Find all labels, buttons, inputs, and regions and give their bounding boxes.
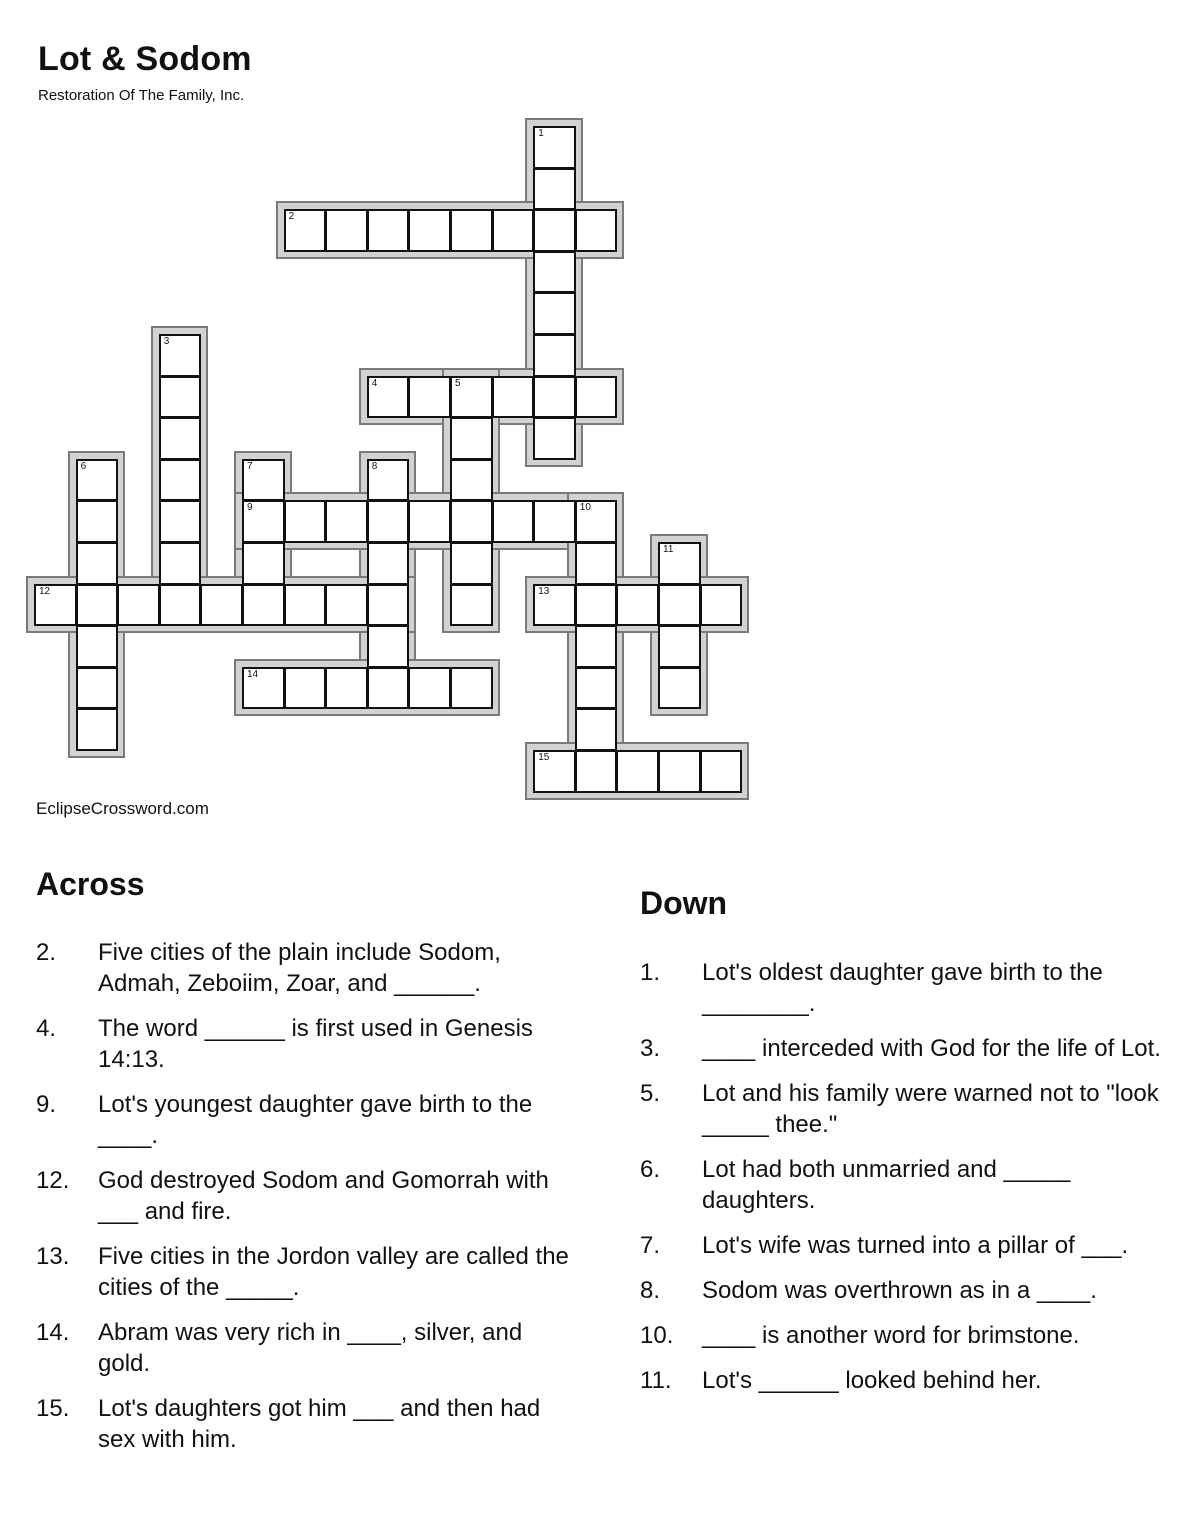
down-clue (640, 1033, 1180, 1064)
clue-number: 2. (36, 939, 57, 966)
clue-text: Lot had both unmarried and _____ daughters. (702, 1156, 1071, 1214)
clue-text: Five cities of the plain include Sodom, Admah, Zeboiim, Zoar, and ______. (98, 939, 501, 997)
crossword-cell[interactable] (575, 625, 618, 668)
crossword-cell[interactable] (159, 376, 202, 419)
clue-number: 3. (640, 1035, 661, 1062)
clue-number: 12. (36, 1167, 70, 1194)
clue-number: 13 (538, 585, 550, 597)
clue-number: 10. (640, 1322, 674, 1349)
crossword-cell[interactable] (575, 584, 618, 627)
crossword-cell[interactable] (450, 542, 493, 585)
clue-number: 7. (640, 1232, 661, 1259)
crossword-cell[interactable] (76, 542, 119, 585)
crossword-cell[interactable] (450, 667, 493, 710)
crossword-cell[interactable] (450, 500, 493, 543)
clue-text: Lot's youngest daughter gave birth to the ____. (98, 1091, 533, 1149)
clue-number: 9. (36, 1091, 57, 1118)
crossword-cell[interactable] (159, 584, 202, 627)
clue-number: 5 (455, 377, 461, 389)
clue-text: Sodom was overthrown as in a ____. (702, 1277, 1097, 1304)
crossword-cell[interactable] (533, 126, 576, 169)
crossword-cell[interactable] (325, 500, 368, 543)
clue-number: 7 (247, 460, 253, 472)
across-clue (36, 937, 576, 999)
crossword-cell[interactable] (367, 209, 410, 252)
crossword-cell[interactable] (575, 542, 618, 585)
crossword-cell[interactable] (575, 750, 618, 793)
crossword-cell[interactable] (76, 625, 119, 668)
clue-text: Lot's oldest daughter gave birth to the ________. (702, 959, 1103, 1017)
crossword-cell[interactable] (242, 542, 285, 585)
clue-text: Lot's wife was turned into a pillar of ___. (702, 1232, 1129, 1259)
clue-text: Abram was very rich in ____, silver, and gold. (98, 1319, 523, 1377)
crossword-cell[interactable] (367, 459, 410, 502)
crossword-cell[interactable] (159, 542, 202, 585)
crossword-cell[interactable] (200, 584, 243, 627)
down-clue (640, 957, 1180, 1019)
down-clue (640, 1365, 1180, 1396)
crossword-cell[interactable] (700, 584, 743, 627)
across-clue (36, 1317, 576, 1379)
crossword-cell[interactable] (408, 209, 451, 252)
crossword-cell[interactable] (367, 542, 410, 585)
clue-number: 1. (640, 959, 661, 986)
clue-text: God destroyed Sodom and Gomorrah with ___ and fire. (98, 1167, 549, 1225)
crossword-cell[interactable] (492, 209, 535, 252)
crossword-cell[interactable] (284, 209, 327, 252)
crossword-cell[interactable] (408, 667, 451, 710)
down-clue (640, 1275, 1180, 1306)
crossword-cell[interactable] (658, 584, 701, 627)
crossword-cell[interactable] (575, 667, 618, 710)
page-title: Lot & Sodom (38, 40, 252, 78)
crossword-cell[interactable] (575, 708, 618, 751)
crossword-cell[interactable] (159, 334, 202, 377)
clue-text: ____ is another word for brimstone. (702, 1322, 1080, 1349)
crossword-cell[interactable] (159, 417, 202, 460)
crossword-cell[interactable] (533, 168, 576, 211)
crossword-cell[interactable] (533, 209, 576, 252)
clue-number: 14 (247, 668, 259, 680)
clue-number: 15 (538, 752, 550, 763)
clue-text: The word ______ is first used in Genesis 14:13. (98, 1015, 533, 1073)
crossword-cell[interactable] (117, 584, 160, 627)
crossword-cell[interactable] (34, 584, 77, 627)
crossword-cell[interactable] (159, 459, 202, 502)
clue-number: 1 (538, 128, 544, 139)
crossword-cell[interactable] (76, 459, 119, 502)
crossword-cell[interactable] (533, 417, 576, 460)
crossword-grid (0, 0, 800, 820)
across-heading: Across (36, 866, 145, 902)
crossword-cell[interactable] (533, 376, 576, 419)
clue-text: Five cities in the Jordon valley are called the cities of the _____. (98, 1243, 569, 1301)
clue-number: 14. (36, 1319, 70, 1346)
crossword-cell[interactable] (325, 209, 368, 252)
clue-number: 6 (80, 460, 87, 472)
clue-text: Lot's daughters got him ___ and then had sex with him. (98, 1395, 541, 1453)
down-clue (640, 1154, 1180, 1216)
crossword-cell[interactable] (450, 584, 493, 627)
crossword-cell[interactable] (76, 584, 119, 627)
crossword-cell[interactable] (658, 667, 701, 710)
crossword-cell[interactable] (284, 667, 327, 710)
crossword-cell[interactable] (575, 376, 618, 419)
down-clue (640, 1078, 1180, 1140)
crossword-cell[interactable] (575, 500, 618, 543)
clue-number: 6. (640, 1156, 661, 1183)
across-clue (36, 1241, 576, 1303)
clue-number: 9 (247, 502, 253, 514)
crossword-cell[interactable] (367, 584, 410, 627)
crossword-cell[interactable] (616, 584, 659, 627)
crossword-cell[interactable] (242, 667, 285, 710)
clue-text: ____ interceded with God for the life of Lot. (702, 1035, 1161, 1062)
crossword-cell[interactable] (533, 584, 576, 627)
crossword-cell[interactable] (492, 500, 535, 543)
crossword-cell[interactable] (367, 376, 410, 419)
crossword-cell[interactable] (533, 292, 576, 335)
crossword-cell[interactable] (533, 500, 576, 543)
crossword-cell[interactable] (533, 750, 576, 793)
crossword-cell[interactable] (76, 708, 119, 751)
crossword-cell[interactable] (159, 500, 202, 543)
crossword-cell[interactable] (533, 251, 576, 294)
clue-number: 4 (371, 377, 378, 389)
footer-credit: EclipseCrossword.com (36, 799, 209, 818)
across-clue (36, 1393, 576, 1455)
clue-number: 3 (163, 336, 170, 347)
clue-number: 11. (640, 1367, 672, 1394)
crossword-cell[interactable] (325, 584, 368, 627)
clue-text: Lot and his family were warned not to "look _____ thee." (702, 1080, 1159, 1138)
down-heading: Down (640, 885, 728, 921)
crossword-cell[interactable] (367, 667, 410, 710)
crossword-cell[interactable] (408, 500, 451, 543)
publisher-subtitle: Restoration Of The Family, Inc. (38, 87, 245, 104)
down-clue (640, 1320, 1180, 1351)
down-clue-list (640, 957, 1180, 1410)
crossword-cell[interactable] (450, 459, 493, 502)
crossword-cell[interactable] (76, 500, 119, 543)
clue-number: 10 (579, 502, 591, 514)
crossword-cell[interactable] (408, 376, 451, 419)
crossword-cell[interactable] (242, 584, 285, 627)
clue-number: 12 (39, 585, 51, 597)
crossword-cell[interactable] (367, 500, 410, 543)
crossword-cell[interactable] (450, 376, 493, 419)
crossword-cell[interactable] (325, 667, 368, 710)
across-clue (36, 1165, 576, 1227)
crossword-cell[interactable] (242, 459, 285, 502)
crossword-cell[interactable] (616, 750, 659, 793)
across-clue (36, 1089, 576, 1151)
crossword-cell[interactable] (533, 334, 576, 377)
crossword-cell[interactable] (284, 584, 327, 627)
crossword-cell[interactable] (367, 625, 410, 668)
crossword-cell[interactable] (492, 376, 535, 419)
crossword-cell[interactable] (700, 750, 743, 793)
clue-number: 2 (288, 211, 295, 223)
across-clue (36, 1013, 576, 1075)
crossword-cell[interactable] (242, 500, 285, 543)
clue-number: 5. (640, 1080, 661, 1107)
clue-number: 8 (371, 460, 378, 472)
across-clue-list (36, 937, 576, 1469)
clue-number: 4. (36, 1015, 57, 1042)
clue-number: 8. (640, 1277, 661, 1304)
crossword-cell[interactable] (450, 417, 493, 460)
clue-text: Lot's ______ looked behind her. (702, 1367, 1042, 1394)
crossword-cell[interactable] (658, 625, 701, 668)
crossword-cell[interactable] (76, 667, 119, 710)
crossword-cell[interactable] (284, 500, 327, 543)
crossword-cell[interactable] (450, 209, 493, 252)
down-clue (640, 1230, 1180, 1261)
crossword-cell[interactable] (658, 542, 701, 585)
clue-number: 13. (36, 1243, 70, 1270)
crossword-cell[interactable] (575, 209, 618, 252)
clue-number: 15. (36, 1395, 70, 1422)
crossword-cell[interactable] (658, 750, 701, 793)
clue-number: 11 (663, 544, 674, 555)
